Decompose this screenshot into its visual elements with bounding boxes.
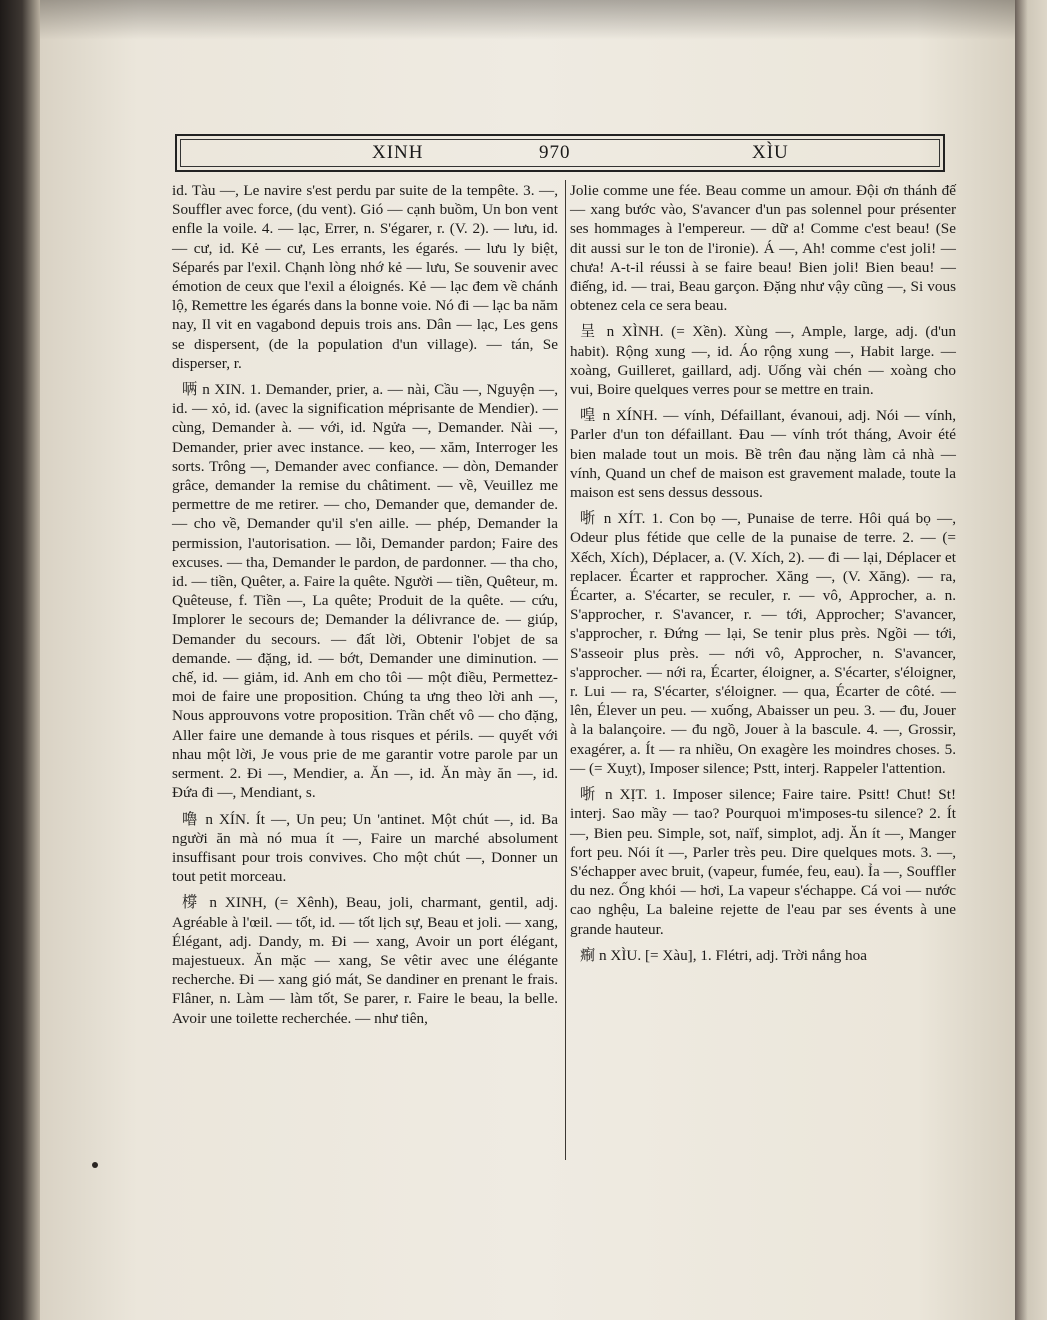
entry-xinh-continued-2: Jolie comme une fée. Beau comme un amour. Đội ơn thánh đế — xang bước vào, S'avancer d'un pas solennel pour présenter ses hommages à l'empereur. — dữ a! Comme c'est beau! (Se dit aussi sur le ton de l'ironie). Á —, Ah! comme c'est joli! — chưa! A-t-il réussi à se faire beau! Bien joli! Bien beau! — điếng, id. — trai, Beau garçon. Đặng như vậy cũng —, Si vous obtenez cela ce sera beau.: [570, 182, 956, 315]
entry-xin-tone: 嚕 n XÍN. Ít —, Un peu; Un 'antinet. Một chút —, id. Ba người ăn mà nó mua ít —, Faire un marché absolument insuffisant pour trois convives. Cho một chút —, Donner un tout petit morceau.: [172, 810, 558, 886]
running-header: [175, 134, 945, 172]
column-divider: [565, 180, 566, 1160]
entry-xinh: 橕 n XINH, (= Xênh), Beau, joli, charmant, gentil, adj. Agréable à l'œil. — tốt, id. — tốt lịch sự, Beau et joli. — xang, Élégant, adj. Dandy, m. Đi — xang, Avoir un port élégant, majestueux. Ăn mặc — xang, Se vêtir avec une élégante recherche. Đi — xang gió mát, Se dandiner en prenant le frais. Flâner, n. Làm — làm tốt, Se parer, r. Faire le beau, la belle. Avoir une toilette recherchée. — như tiên,: [172, 894, 558, 1027]
book-binding-edge: [0, 0, 40, 1320]
page-top-shadow: [40, 0, 1015, 40]
entry-xit-dot: 哳 n XỊT. 1. Imposer silence; Faire taire. Psitt! Chut! St! interj. Sao mầy — tao? Pourquoi m'imposes-tu silence? 2. Ít —, Bien peu. Simple, sot, naïf, simplot, adj. Ăn ít —, Manger fort peu. Nói ít —, Parler très peu. Dire quelques mots. 3. —, S'échapper avec bruit, (vapeur, fumée, feu, eau). Ỉa —, Souffler du nez. Ống khói — hơi, La vapeur s'échappe. Cá voi — nước cao nghệu, La baleine rejette de l'eau par ses évents à une grande hauteur.: [570, 786, 956, 938]
entry-xinh-continued: id. Tàu —, Le navire s'est perdu par suite de la tempête. 3. —, Souffler avec force, (du vent). Gió — cạnh buồm, Un bon vent enfle la voile. 4. — lạc, Errer, n. S'égarer, r. (V. 2). — lưu, id. — cư, id. Kẻ — cư, Les errants, les égarés. — lưu ly biệt, Séparés par l'exil. Chạnh lòng nhớ kẻ — lưu, Se souvenir avec émotion de ceux que l'exil a éloignés. Kẻ — lạc đem về chánh lộ, Remettre les égarés dans la bonne voie. Nó đi — lạc ba năm nay, Il vit en vagabond depuis trois ans. Dân — lạc, Les gens se dispersent, (de la population d'un village). — tán, Se disperser, r.: [172, 182, 558, 372]
entry-xinh-acute: 喤 n XÍNH. — vính, Défaillant, évanoui, adj. Nói — vính, Parler d'un ton défaillant. Đau — vính trót tháng, Avoir été bien malade tout un mois. Bề trên đau nặng làm cả nhà — vính, Quand un chef de maison est gravement malade, toute la maison est sens dessus dessous.: [570, 407, 956, 502]
header-right-word: XÌU: [752, 142, 789, 163]
ink-spot: [92, 1162, 98, 1168]
right-column: [570, 181, 956, 965]
header-left-word: XINH: [372, 142, 424, 163]
left-column: [172, 181, 558, 1028]
page-number: 970: [539, 142, 571, 163]
entry-xit-acute: 哳 n XÍT. 1. Con bọ —, Punaise de terre. Hôi quá bọ —, Odeur plus fétide que celle de la punaise de terre. 2. — (= Xếch, Xích), Déplacer, a. (V. Xích, 2). — đi — lại, Déplacer et replacer. Écarter et rapprocher. Xăng —, (V. Xăng). — ra, Écarter, a. S'écarter, se reculer, r. — vô, Approcher, a. n. S'approcher, r. S'avancer, r. — tới, Approcher; S'avancer, s'approcher, r. Đứng — lại, Se tenir plus près. Ngồi — tới, S'asseoir plus près. — nới vô, Approcher, n. S'avancer, s'approcher. — nới ra, Écarter, éloigner, a. S'écarter, s'éloigner, r. Lui — ra, S'écarter, s'éloigner. — qua, Écarter de côté. — lên, Élever un peu. — xuống, Abaisser un peu. 3. — đu, Jouer à la balançoire. — đu ngồ, Jouer à la bascule. 4. —, Grossir, exagérer, a. Ít — ra nhiều, On exagère les moindres choses. 5. — (= Xuỵt), Imposer silence; Pstt, interj. Rappeler l'attention.: [570, 510, 956, 777]
entry-xinh-grave: 呈 n XÌNH. (= Xền). Xùng —, Ample, large, adj. (d'un habit). Rộng xung —, id. Áo rộng xung —, Habit large. — xoàng, Guilleret, gaillard, adj. Uống vài chén — xoàng cho vui, Boire quelques verres pour se mettre en train.: [570, 323, 956, 399]
entry-xin: 唡 n XIN. 1. Demander, prier, a. — nài, Cầu —, Nguyện —, id. — xỏ, id. (avec la signification méprisante de Mendier). — cùng, Demander à. — với, id. Ngửa —, Demander. Nài —, Demander, prier avec instance. — keo, — xăm, Interroger les sorts. Trông —, Demander avec confiance. — dòn, Demander grâce, demander la remise du châtiment. — về, Veuillez me permettre de me retirer. — cho, Demander que, demander de. — cho về, Demander qu'il s'en aille. — phép, Demander la permission, l'autorisation. — lỗi, Demander pardon; Faire des excuses. — tha, Demander le pardon, de pardonner. — tha cho, id. — tiền, Quêter, a. Faire la quête. Người — tiền, Quêteur, m. Quêteuse, f. Tiền —, La quête; Produit de la quête. — cứu, Implorer le secours de; Demander la délivrance de. — giúp, Demander du secours. — đất lời, Obtenir l'objet de sa demande. — đặng, id. — bớt, Demander une diminution. — chế, id. — giảm, id. Anh em cho tôi — một điều, Permettez-moi de faire une proposition. Chúng ta ưng theo lời anh —, Nous approuvons votre proposition. Trần chết vô — cho đặng, Aller faire une demande à tous risques et périls. — quyết với nhau một lời, Je vous prie de me garantir votre parole par un serment. 2. Đi —, Mendier, a. Ăn —, id. Ăn mày ăn —, id. Đứa đi —, Mendiant, s.: [172, 381, 558, 802]
next-page-edge: [1015, 0, 1047, 1320]
entry-xiu: 痸 n XÌU. [= Xàu], 1. Flétri, adj. Trời nắng hoa: [580, 946, 867, 964]
